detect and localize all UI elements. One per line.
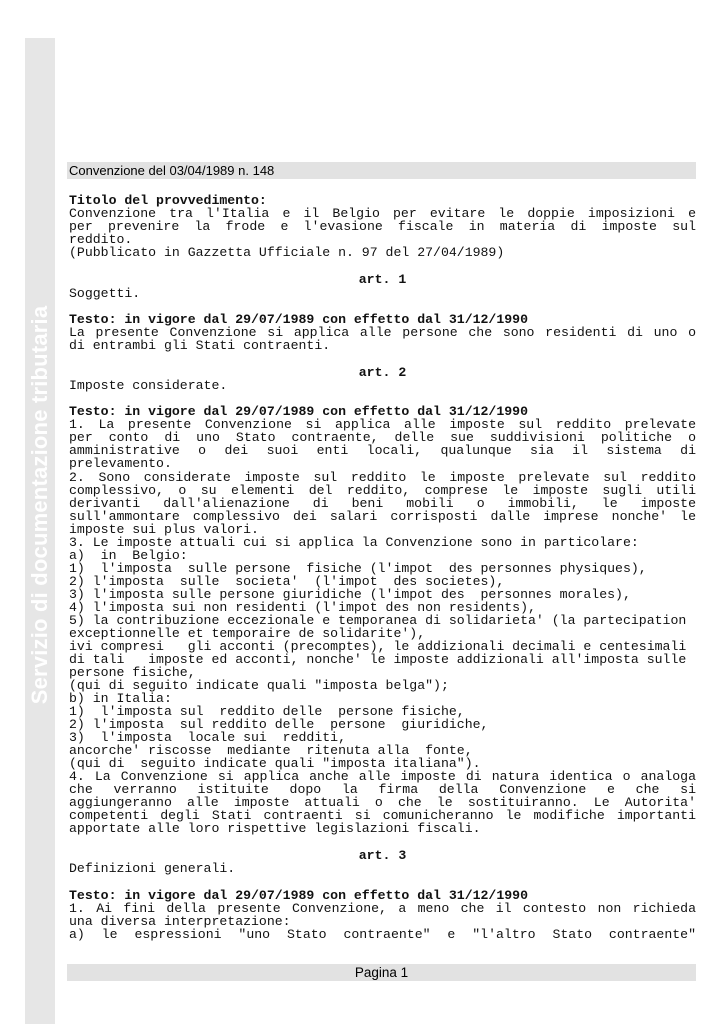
text-line: (qui di seguito indicate quali "imposta belga"); [69,679,449,692]
text-line: 3) l'imposta sulle persone giuridiche (l'impot des personnes morales), [69,588,631,601]
text-line: 1) l'imposta sul reddito delle persone fisiche, [69,705,465,718]
section-heading: Testo: in vigore dal 29/07/1989 con effetto dal 31/12/1990 [69,405,528,418]
text-line: amministrative o dei suoi enti locali, qualunque sia il sistema di [69,444,696,457]
text-line: 1) l'imposta sulle persone fisiche (l'impot des personnes physiques), [69,562,647,575]
text-line: exceptionnelle et temporaire de solidarite'), [69,627,426,640]
document-header: Convenzione del 03/04/1989 n. 148 [67,162,696,179]
text-line: Convenzione tra l'Italia e il Belgio per evitare le doppie imposizioni e [69,207,696,220]
text-line: di entrambi gli Stati contraenti. [69,339,331,352]
sidebar-watermark: Servizio di documentazione tributaria [27,305,52,705]
text-line: ivi compresi gli acconti (precomptes), le addizionali decimali e centesimali [69,640,687,653]
page-footer: Pagina 1 [67,964,696,981]
text-line: Definizioni generali. [69,862,236,875]
section-heading: Testo: in vigore dal 29/07/1989 con effetto dal 31/12/1990 [69,313,528,326]
text-line: sull'ammontare complessivo dei salari corrisposti dalle imprese nonche' le [69,510,696,523]
text-line: 2) l'imposta sulle societa' (l'impot des societes), [69,575,505,588]
text-line: a) in Belgio: [69,549,188,562]
text-line: 2. Sono considerate imposte sul reddito le imposte prelevate sul reddito [69,471,696,484]
text-line: 1. Ai fini della presente Convenzione, a meno che il contesto non richieda [69,902,696,915]
section-heading: Titolo del provvedimento: [69,194,267,207]
text-line: per prevenire la frode e l'evasione fiscale in materia di imposte sul [69,220,696,233]
text-line: prelevamento. [69,457,172,470]
text-line: derivanti dall'alienazione di beni mobili o immobili, le imposte [69,497,696,510]
text-line: persone fisiche, [69,666,196,679]
text-line: 3) l'imposta locale sui redditi, [69,731,346,744]
article-heading: art. 1 [358,273,407,286]
text-line: 4) l'imposta sui non residenti (l'impot des non residents), [69,601,536,614]
text-line: competenti degli Stati contraenti si comunicheranno le modifiche importanti [69,809,696,822]
text-line: 3. Le imposte attuali cui si applica la Convenzione sono in particolare: [69,536,639,549]
text-line: ancorche' riscosse mediante ritenuta alla fonte, [69,744,473,757]
text-line: b) in Italia: [69,692,172,705]
text-line: 1. La presente Convenzione si applica alle imposte sul reddito prelevate [69,418,696,431]
text-line: aggiungeranno alle imposte attuali o che le sostituiranno. Le Autorita' [69,796,696,809]
text-line: complessivo, o su elementi del reddito, comprese le imposte sugli utili [69,484,696,497]
section-heading: Testo: in vigore dal 29/07/1989 con effetto dal 31/12/1990 [69,889,528,902]
text-line: 2) l'imposta sul reddito delle persone giuridiche, [69,718,489,731]
article-heading: art. 2 [358,366,407,379]
text-line: che verranno istituite dopo la firma della Convenzione e che si [69,783,696,796]
text-line: di tali imposte ed acconti, nonche' le imposte addizionali all'imposta sulle [69,653,687,666]
text-line: apportate alle loro rispettive legislazioni fiscali. [69,822,481,835]
article-heading: art. 3 [358,849,407,862]
text-line: reddito. [69,233,133,246]
text-line: (Pubblicato in Gazzetta Ufficiale n. 97 del 27/04/1989) [69,246,505,259]
text-line: (qui di seguito indicate quali "imposta italiana"). [69,757,481,770]
text-line: imposte sui plus valori. [69,523,259,536]
text-line: per conto di uno Stato contraente, delle sue suddivisioni politiche o [69,431,696,444]
text-line: 5) la contribuzione eccezionale e temporanea di solidarieta' (la partecipation [69,614,687,627]
text-line: Soggetti. [69,287,141,300]
text-line: Imposte considerate. [69,379,228,392]
text-line: una diversa interpretazione: [69,915,291,928]
text-line: a) le espressioni "uno Stato contraente" e "l'altro Stato contraente" [69,928,696,941]
text-line: La presente Convenzione si applica alle persone che sono residenti di uno o [69,326,696,339]
text-line: 4. La Convenzione si applica anche alle imposte di natura identica o analoga [69,770,696,783]
